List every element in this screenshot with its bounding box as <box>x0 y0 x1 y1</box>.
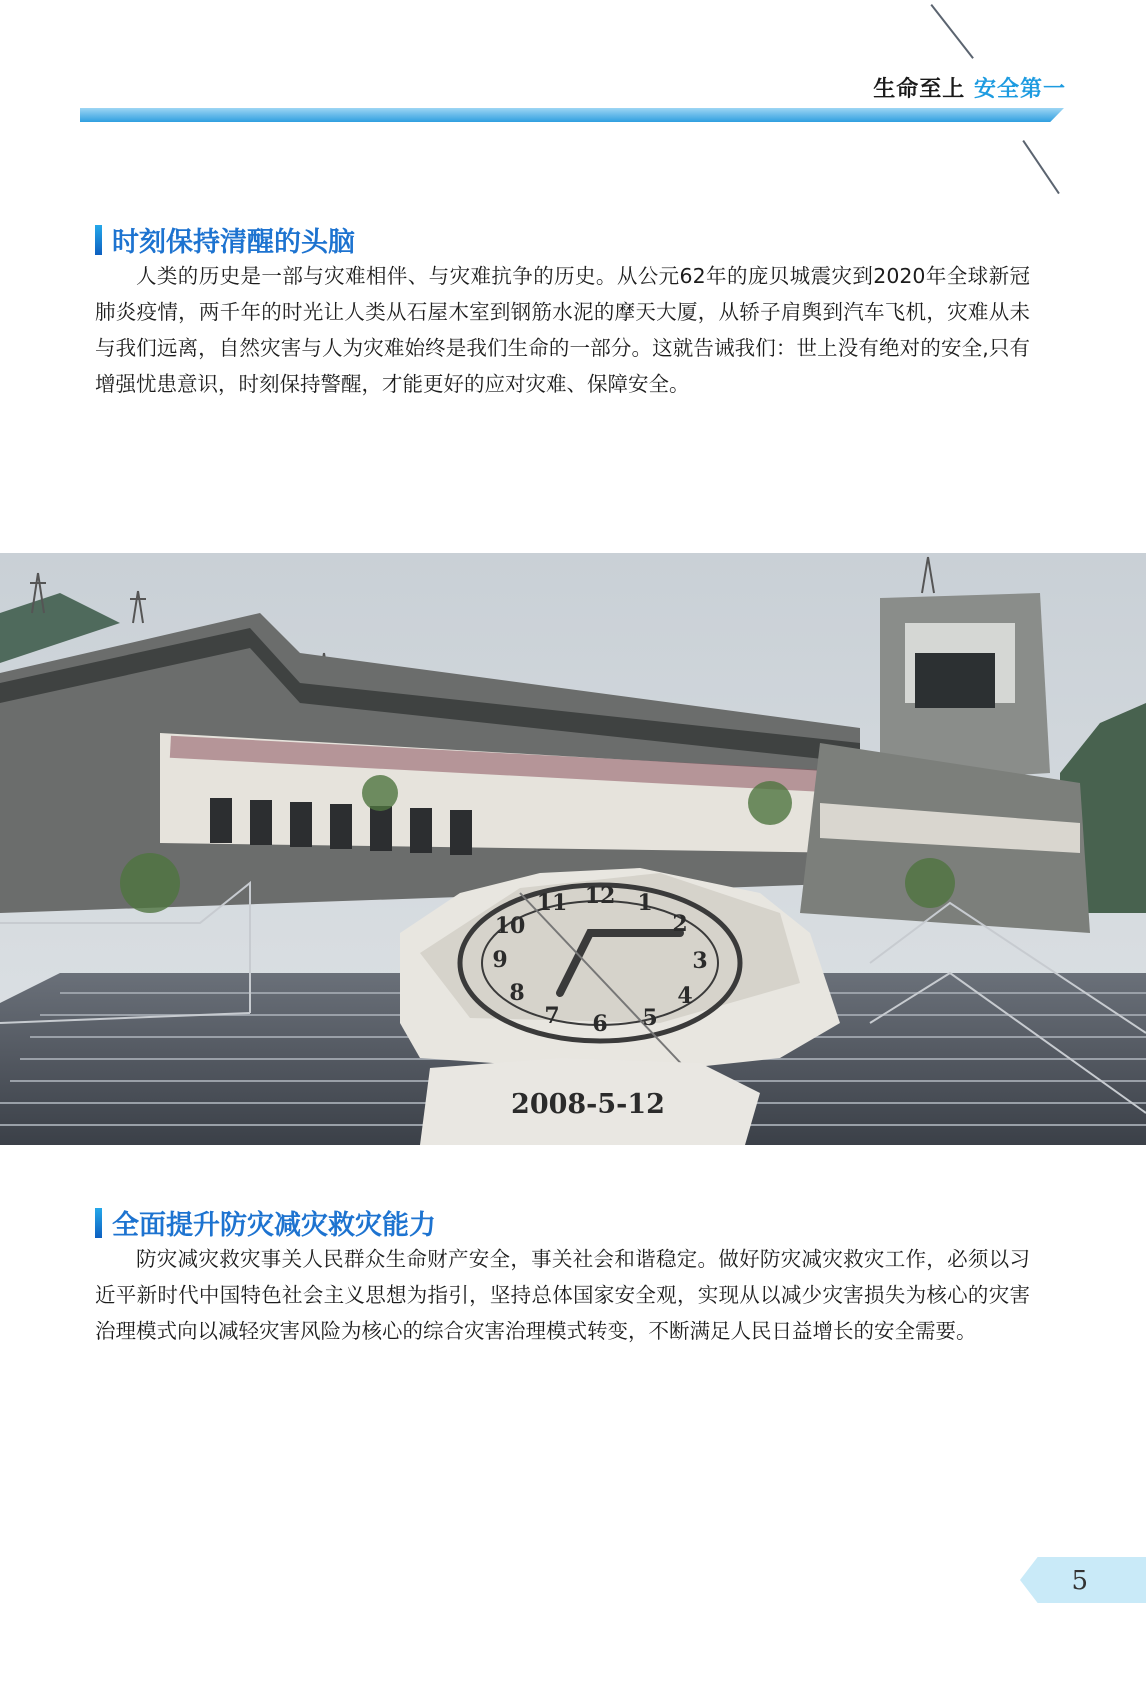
section-1-paragraph: 人类的历史是一部与灾难相伴、与灾难抗争的历史。从公元62年的庞贝城震灾到2020年全球新冠肺炎疫情，两千年的时光让人类从石屋木室到钢筋水泥的摩天大厦，从轿子肩舆到汽车飞机，灾难从未与我们远离，自然灾害与人为灾难始终是我们生命的一部分。这就告诫我们：世上没有绝对的安全,只有增强忧患意识，时刻保持警醒，才能更好的应对灾难、保障安全。 <box>95 264 1030 396</box>
section-title-1-text: 时刻保持清醒的头脑 <box>112 227 355 258</box>
header-title-accent: 安全第一 <box>973 77 1066 102</box>
clock-numeral-10: 10 <box>494 913 526 939</box>
clock-numeral-7: 7 <box>544 1003 560 1029</box>
section-title-1 <box>95 220 355 259</box>
section-marker <box>95 1208 102 1238</box>
clock-numeral-6: 6 <box>592 1011 608 1037</box>
page-number: 5 <box>1071 1566 1088 1596</box>
section-2-paragraph: 防灾减灾救灾事关人民群众生命财产安全，事关社会和谐稳定。做好防灾减灾救灾工作，必须以习近平新时代中国特色社会主义思想为指引，坚持总体国家安全观，实现从以减少灾害损失为核心的灾害治理模式向以减轻灾害风险为核心的综合灾害治理模式转变，不断满足人民日益增长的安全需要。 <box>95 1247 1030 1343</box>
clock-numeral-3: 3 <box>692 948 708 974</box>
decorative-line-top <box>930 4 973 59</box>
clock-numeral-12: 12 <box>584 883 616 909</box>
memorial-date: 2008-5-12 <box>511 1089 665 1120</box>
clock-numeral-11: 11 <box>536 890 568 916</box>
clock-numeral-8: 8 <box>509 980 525 1006</box>
clock-numeral-1: 1 <box>637 890 653 916</box>
photo-illustration <box>0 553 1146 1145</box>
clock-numeral-9: 9 <box>492 947 508 973</box>
section-title-2-text: 全面提升防灾减灾救灾能力 <box>112 1210 436 1241</box>
header-title <box>873 72 1066 103</box>
header-title-main: 生命至上 <box>873 77 966 102</box>
clock-numeral-4: 4 <box>677 983 693 1009</box>
clock-numeral-2: 2 <box>672 911 688 937</box>
decorative-line-right <box>1022 140 1059 194</box>
earthquake-memorial-photo <box>0 553 1146 1145</box>
clock-numeral-5: 5 <box>642 1005 658 1031</box>
section-marker <box>95 225 102 255</box>
header-bar <box>80 108 1064 122</box>
section-title-2 <box>95 1203 436 1242</box>
